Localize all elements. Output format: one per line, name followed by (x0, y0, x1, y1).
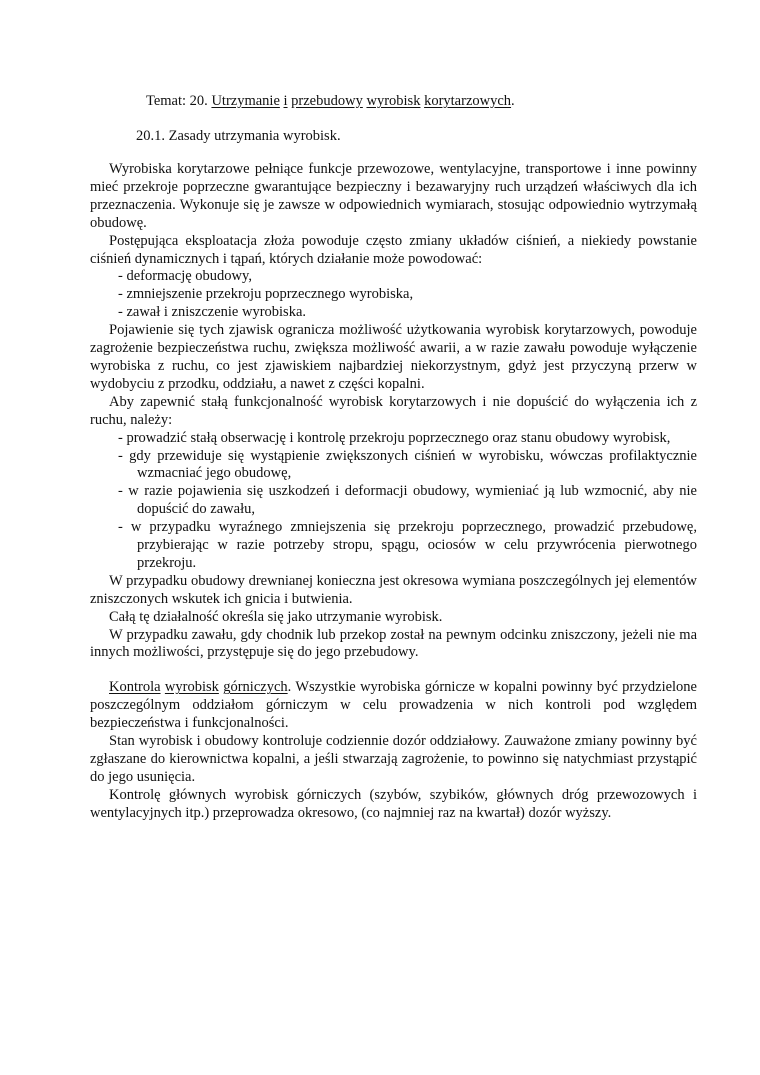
title-word-przebudowy: przebudowy (291, 93, 363, 109)
term-kontrola: Kontrola (109, 679, 161, 696)
paragraph-1: Wyrobiska korytarzowe pełniące funkcje przewozowe, wentylacyjne, transportowe i inne powinny mieć przekroje poprzeczne gwarantujące bezpieczny i bezawaryjny ruch urządzeń właściwych dla ich przeznaczenia. Wykonuje się je zawsze w odpowiednich wymiarach, stosując odpowiednio wytrzymałą obudowę. (90, 161, 697, 231)
paragraph-gap (90, 662, 697, 679)
paragraph-7: W przypadku zawału, gdy chodnik lub przekop został na pewnym odcinku zniszczony, jeżeli nie ma innych możliwości, przystępuje się do jego przebudowy. (90, 626, 697, 661)
title-word-korytarzowych: korytarzowych (424, 93, 512, 109)
title-word-i: i (283, 93, 288, 109)
actions-list (90, 430, 697, 573)
list-item: - prowadzić stałą obserwację i kontrolę przekroju poprzecznego oraz stanu obudowy wyrobisk, (118, 429, 671, 446)
term-wyrobisk: wyrobisk (164, 679, 219, 696)
paragraph-8 (90, 679, 697, 733)
section-heading: 20.1. Zasady utrzymania wyrobisk. (136, 128, 341, 144)
title-word-utrzymanie: Utrzymanie (211, 93, 280, 109)
document-title (146, 92, 515, 110)
list-item: - zmniejszenie przekroju poprzecznego wyrobiska, (118, 286, 414, 303)
list-item: - gdy przewiduje się wystąpienie zwiększonych ciśnień w wyrobisku, wówczas profilaktycznie wzmacniać jego obudowę, (118, 447, 697, 482)
list-item: - zawał i zniszczenie wyrobiska. (118, 304, 307, 321)
paragraph-10: Kontrolę głównych wyrobisk górniczych (szybów, szybików, głównych dróg przewozowych i wentylacyjnych itp.) przeprowadza okresowo, (co najmniej raz na kwartał) dozór wyższy. (90, 786, 697, 821)
paragraph-3: Pojawienie się tych zjawisk ogranicza możliwość użytkowania wyrobisk korytarzowych, powoduje zagrożenie bezpieczeństwa ruchu, zwiększa możliwość awarii, a w razie zawału powoduje wyłączenie wyrobiska z ruchu, co jest zjawiskiem najbardziej niekorzystnym, gdyż jest przyczyną przerw w wydobyciu z przodku, oddziału, a nawet z części kopalni. (90, 322, 697, 392)
paragraph-8-rest: . Wszystkie wyrobiska górnicze w kopalni powinny być przydzielone poszczególnym oddziałom górniczym w celu prowadzenia w nich kontroli pod względem bezpieczeństwa i funkcjonalności. (90, 679, 697, 732)
document-body (90, 161, 697, 823)
paragraph-6: Całą tę działalność określa się jako utrzymanie wyrobisk. (109, 608, 443, 625)
paragraph-9: Stan wyrobisk i obudowy kontroluje codziennie dozór oddziałowy. Zauważone zmiany powinny być zgłaszane do kierownictwa kopalni, a jeśli stwarzają zagrożenie, to powinno się natychmiast przystąpić do jego usunięcia. (90, 733, 697, 785)
list-item: - w razie pojawienia się uszkodzeń i deformacji obudowy, wymieniać ją lub wzmocnić, aby nie dopuścić do zawału, (118, 483, 697, 518)
effects-list (90, 268, 697, 322)
term-gorniczych: górniczych (223, 679, 288, 696)
list-item: - w przypadku wyraźnego zmniejszenia się przekroju poprzecznego, prowadzić przebudowę, przybierając w razie potrzeby stropu, spągu, ociosów w celu przywrócenia pierwotnego przekroju. (118, 519, 697, 571)
title-suffix: . (511, 93, 515, 109)
paragraph-4: Aby zapewnić stałą funkcjonalność wyrobisk korytarzowych i nie dopuścić do wyłączenia ich z ruchu, należy: (90, 393, 697, 428)
paragraph-5: W przypadku obudowy drewnianej konieczna jest okresowa wymiana poszczególnych jej elementów zniszczonych wskutek ich gnicia i butwienia. (90, 572, 697, 607)
paragraph-2: Postępująca eksploatacja złoża powoduje często zmiany układów ciśnień, a niekiedy powstanie ciśnień dynamicznych i tąpań, których działanie może powodować: (90, 232, 697, 267)
title-prefix: Temat: 20. (146, 93, 212, 109)
list-item: - deformację obudowy, (118, 268, 252, 285)
title-word-wyrobisk: wyrobisk (366, 93, 421, 109)
